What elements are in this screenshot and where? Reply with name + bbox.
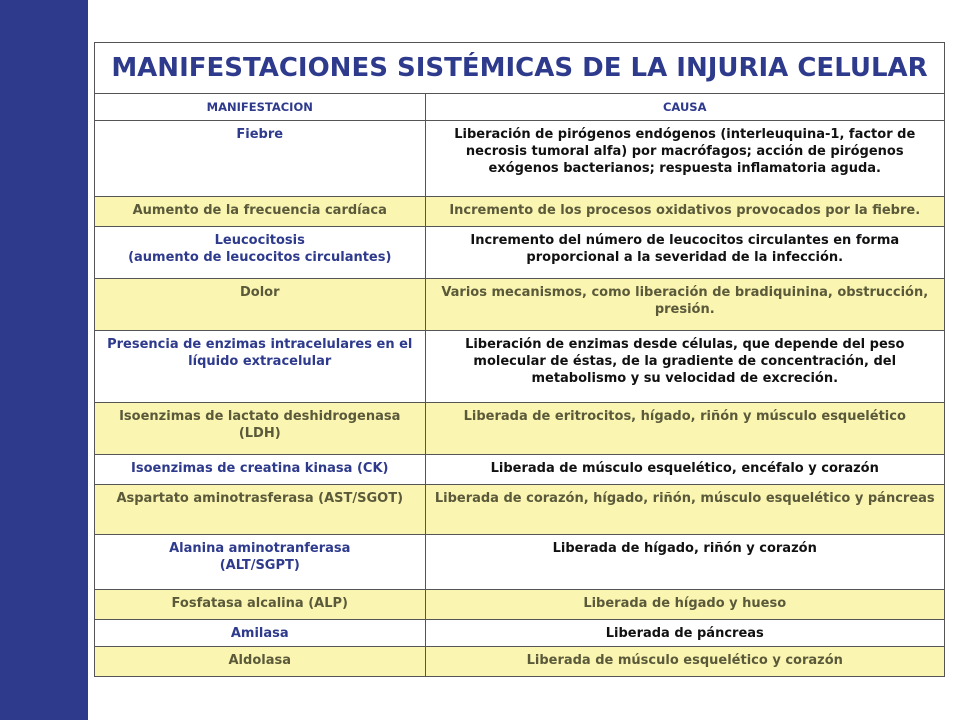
- cell-cause: Liberación de enzimas desde células, que depende del peso molecular de éstas, de la gradiente de concentración, del metabolismo y su velocidad de excreción.: [425, 331, 944, 403]
- header-row: [95, 94, 944, 121]
- cell-cause: Liberada de eritrocitos, hígado, riñón y músculo esquelético: [425, 403, 944, 455]
- cell-cause: Liberada de músculo esquelético y corazón: [425, 647, 944, 677]
- table-row: [95, 455, 944, 485]
- cell-manifestation: Alanina aminotranferasa (ALT/SGPT): [95, 535, 425, 590]
- table-title: MANIFESTACIONES SISTÉMICAS DE LA INJURIA CELULAR: [111, 53, 928, 83]
- table-row: [95, 121, 944, 197]
- table-row: [95, 403, 944, 455]
- table-row: [95, 590, 944, 620]
- table-title-row: [95, 43, 944, 94]
- header-cause: CAUSA: [425, 94, 944, 121]
- table-row: [95, 485, 944, 535]
- table-row: [95, 331, 944, 403]
- data-table: [95, 94, 944, 677]
- table-row: [95, 227, 944, 279]
- cell-cause: Varios mecanismos, como liberación de bradiquinina, obstrucción, presión.: [425, 279, 944, 331]
- table-row: [95, 197, 944, 227]
- cell-cause: Incremento de los procesos oxidativos provocados por la fiebre.: [425, 197, 944, 227]
- cell-manifestation: Amilasa: [95, 620, 425, 647]
- cell-manifestation: Fiebre: [95, 121, 425, 197]
- cell-cause: Liberada de hígado, riñón y corazón: [425, 535, 944, 590]
- table-row: [95, 647, 944, 677]
- cell-cause: Liberada de hígado y hueso: [425, 590, 944, 620]
- cell-cause: Liberación de pirógenos endógenos (interleuquina-1, factor de necrosis tumoral alfa) por macrófagos; acción de pirógenos exógenos bacterianos; respuesta inflamatoria aguda.: [425, 121, 944, 197]
- header-manifestation: MANIFESTACION: [95, 94, 425, 121]
- cell-manifestation: Isoenzimas de creatina kinasa (CK): [95, 455, 425, 485]
- cell-manifestation: Aspartato aminotrasferasa (AST/SGOT): [95, 485, 425, 535]
- cell-manifestation: Dolor: [95, 279, 425, 331]
- manifestations-table: [94, 42, 945, 677]
- cell-cause: Liberada de corazón, hígado, riñón, músculo esquelético y páncreas: [425, 485, 944, 535]
- table-row: [95, 279, 944, 331]
- table-row: [95, 620, 944, 647]
- cell-cause: Liberada de páncreas: [425, 620, 944, 647]
- cell-manifestation: Fosfatasa alcalina (ALP): [95, 590, 425, 620]
- cell-manifestation: Isoenzimas de lactato deshidrogenasa (LDH): [95, 403, 425, 455]
- cell-manifestation: Aldolasa: [95, 647, 425, 677]
- cell-manifestation: Leucocitosis (aumento de leucocitos circulantes): [95, 227, 425, 279]
- table-row: [95, 535, 944, 590]
- cell-cause: Liberada de músculo esquelético, encéfalo y corazón: [425, 455, 944, 485]
- cell-cause: Incremento del número de leucocitos circulantes en forma proporcional a la severidad de la infección.: [425, 227, 944, 279]
- cell-manifestation: Aumento de la frecuencia cardíaca: [95, 197, 425, 227]
- cell-manifestation: Presencia de enzimas intracelulares en el líquido extracelular: [95, 331, 425, 403]
- left-sidebar-bar: [0, 0, 88, 720]
